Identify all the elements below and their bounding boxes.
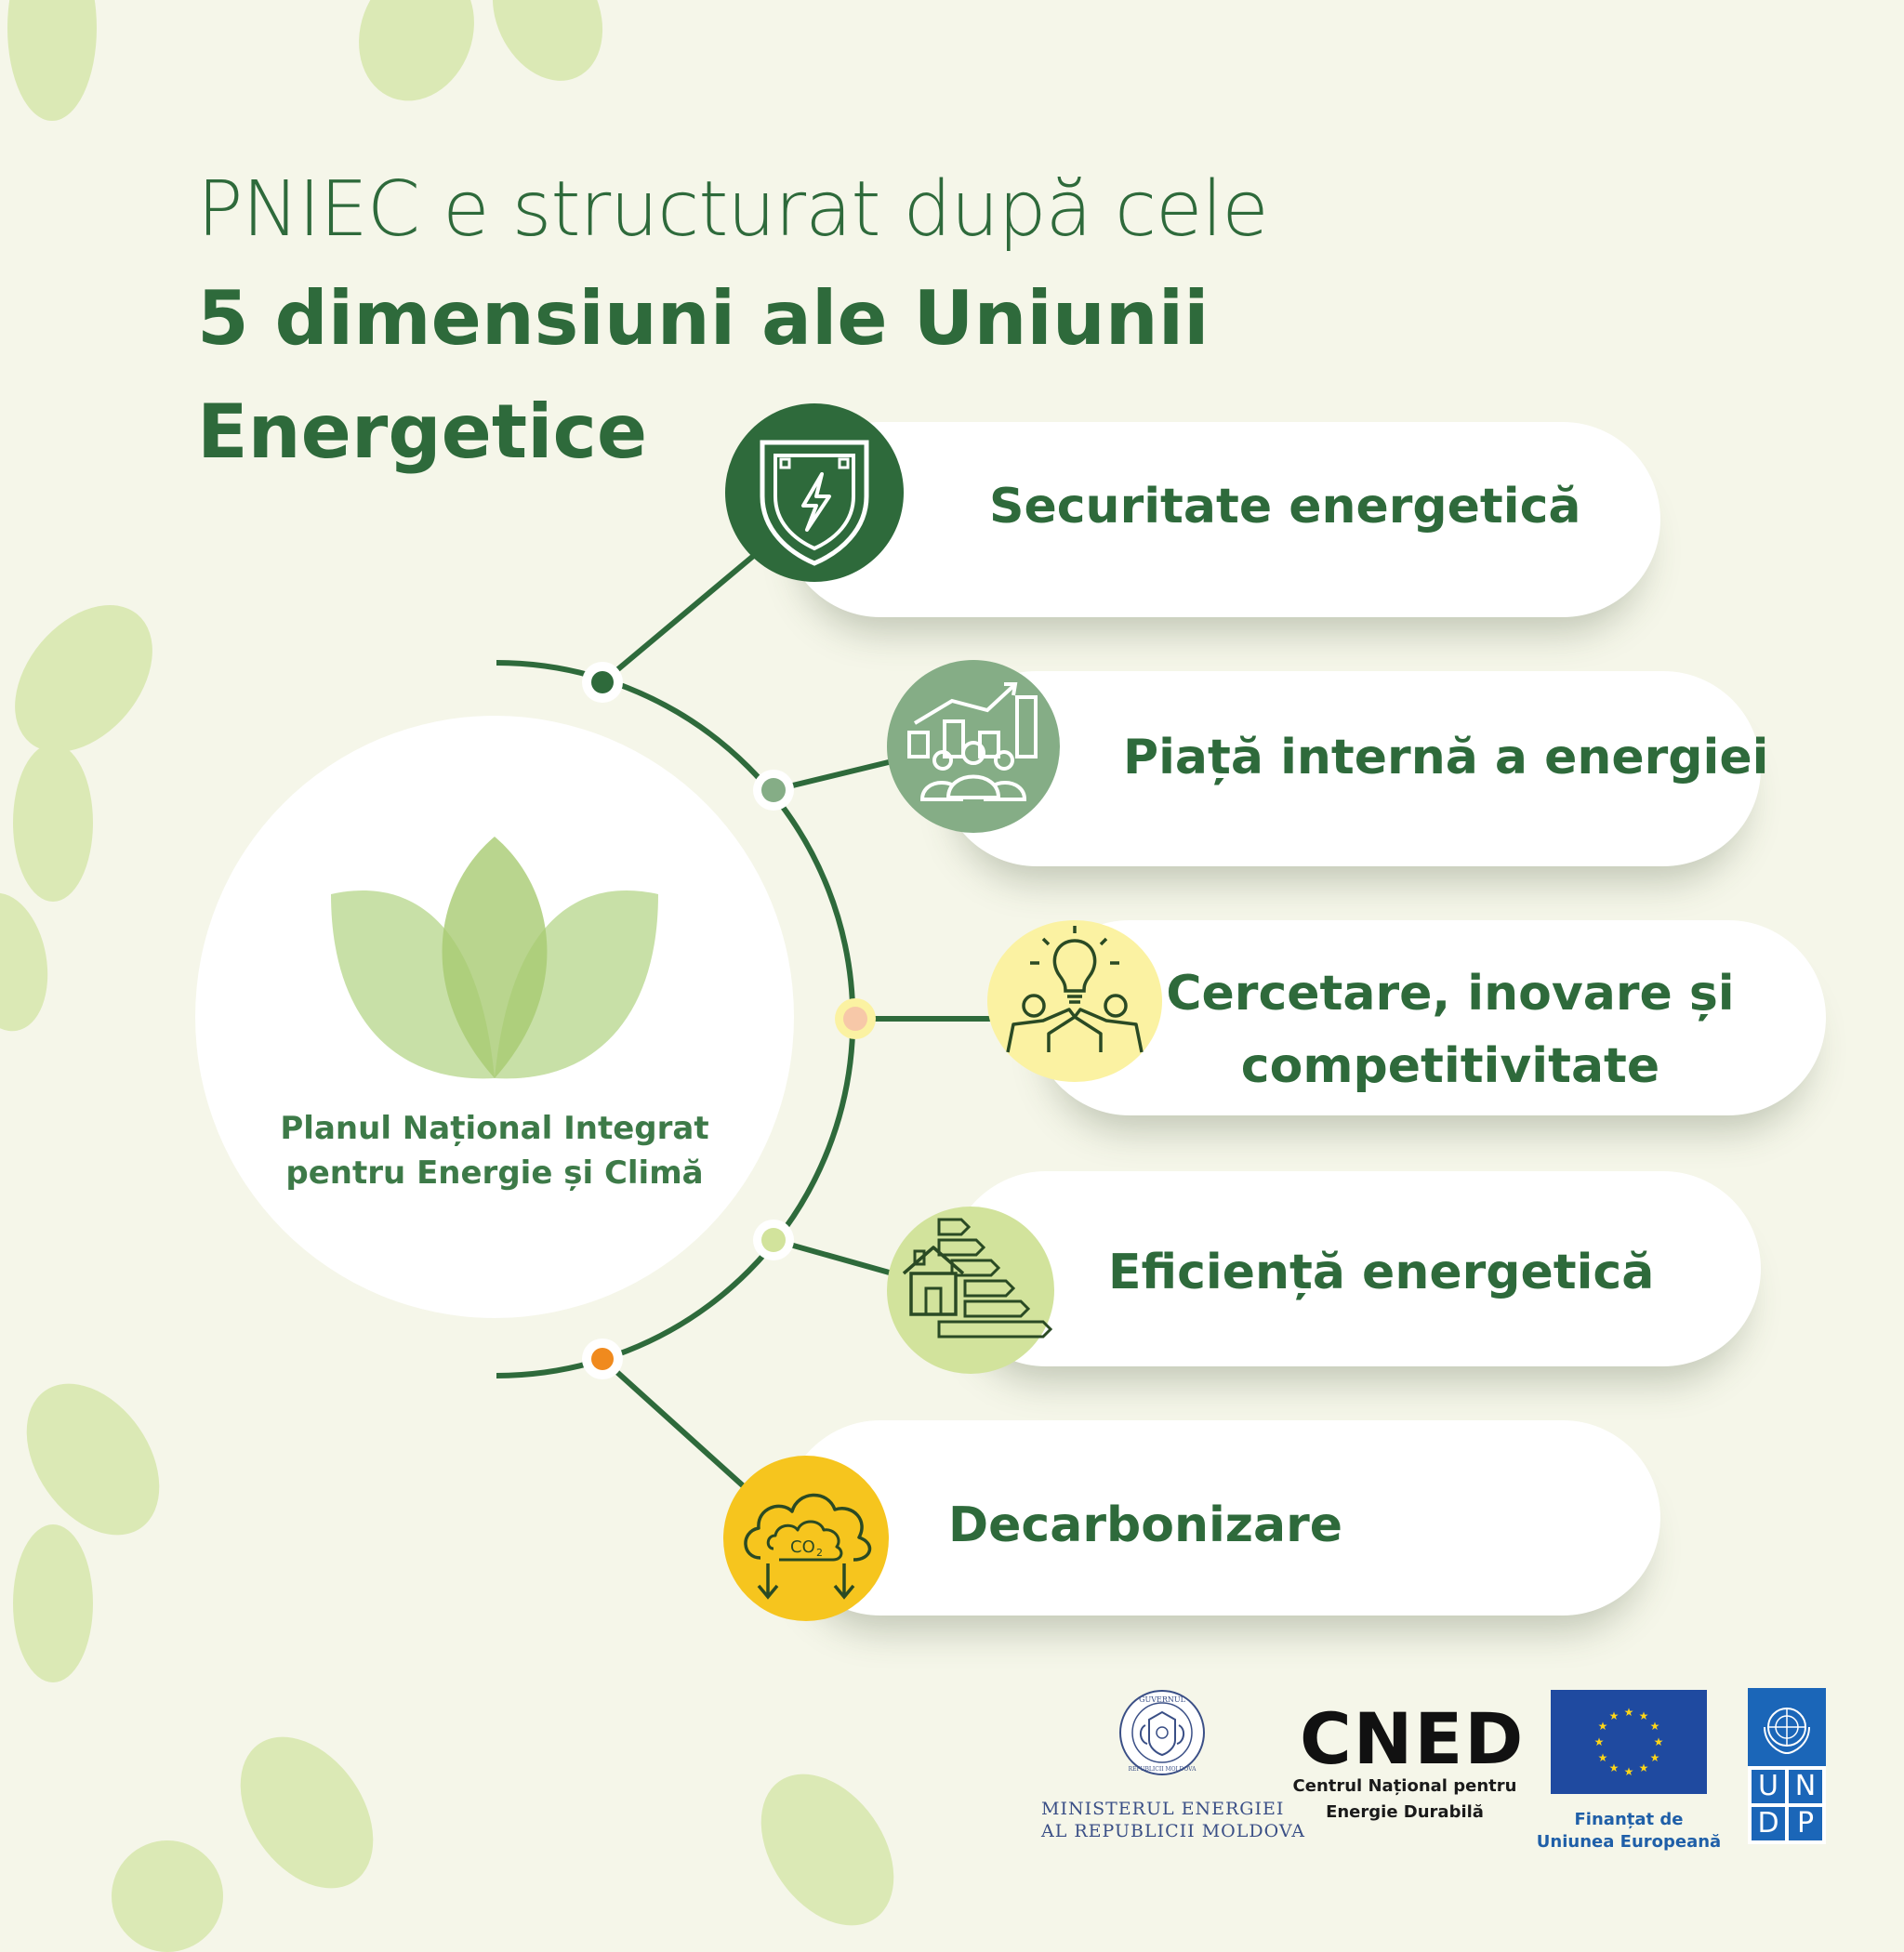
dimension-icon-circle-decarbonizare [723, 1456, 889, 1621]
dimension-label-cercetare-line-2: competitivitate [1240, 1038, 1660, 1094]
dimension-label-cercetare-line-1: Cercetare, inovare și [1166, 966, 1735, 1022]
dimension-label-eficienta: Eficiență energetică [1108, 1245, 1655, 1300]
dimension-icon-circle-securitate [725, 403, 904, 582]
shield-lightning-icon [725, 403, 904, 582]
connector-node-3-dot [843, 1007, 867, 1031]
connector-node-4-dot [761, 1228, 786, 1252]
undp-letter-n: N [1789, 1770, 1822, 1803]
svg-text:★: ★ [1649, 1720, 1660, 1733]
svg-text:★: ★ [1597, 1751, 1608, 1764]
heading-line-3: Energetice [197, 389, 648, 475]
pniec-logo-leaves-icon [331, 833, 658, 1084]
heading-line-2: 5 dimensiuni ale Uniunii [197, 275, 1210, 362]
svg-text:★: ★ [1638, 1761, 1649, 1774]
cned-logo-text [1289, 1774, 1521, 1826]
co2-cloud-icon [723, 1456, 889, 1621]
connector-node-2-dot [761, 778, 786, 802]
eu-flag-icon [1551, 1690, 1707, 1794]
svg-text:CO: CO [790, 1537, 815, 1557]
svg-text:★: ★ [1608, 1761, 1620, 1774]
eu-line-1: Finanțat de [1574, 1810, 1684, 1829]
lightbulb-people-icon [987, 920, 1162, 1082]
dimension-icon-circle-piata [887, 660, 1060, 833]
center-label-line-1: Planul Național Integrat [280, 1110, 709, 1147]
ministry-seal-bottom-text: REPUBLICII MOLDOVA [1128, 1766, 1197, 1773]
ministry-seal-top-text: GUVERNUL [1139, 1695, 1185, 1704]
dimension-label-cercetare [1153, 957, 1748, 1102]
heading-line-1: PNIEC e structurat după cele [197, 165, 1268, 254]
svg-text:★: ★ [1653, 1735, 1664, 1748]
eu-logo-text [1530, 1809, 1727, 1853]
svg-text:★: ★ [1593, 1735, 1605, 1748]
svg-text:★: ★ [1623, 1765, 1634, 1778]
center-label-line-2: pentru Energie și Climă [285, 1154, 704, 1192]
svg-text:★: ★ [1649, 1751, 1660, 1764]
dimension-label-piata: Piață internă a energiei [1123, 730, 1769, 785]
house-energy-rating-icon [887, 1207, 1054, 1374]
svg-text:★: ★ [1623, 1706, 1634, 1719]
ministry-line-1: MINISTERUL ENERGIEI [1041, 1799, 1285, 1819]
svg-text:★: ★ [1638, 1709, 1649, 1722]
center-label [223, 1106, 766, 1195]
dimension-icon-circle-eficienta [887, 1207, 1054, 1374]
ministry-line-2: AL REPUBLICII MOLDOVA [1041, 1821, 1305, 1841]
undp-letter-d: D [1752, 1807, 1785, 1840]
ministry-logo-text [1041, 1798, 1305, 1842]
cned-line-1: Centrul Național pentru [1292, 1776, 1517, 1796]
dimension-icon-circle-cercetare [987, 920, 1162, 1082]
undp-letter-p: P [1789, 1807, 1822, 1840]
svg-text:★: ★ [1597, 1720, 1608, 1733]
un-emblem-icon [1759, 1699, 1815, 1755]
cned-line-2: Energie Durabilă [1326, 1802, 1484, 1822]
dimension-label-securitate: Securitate energetică [989, 479, 1581, 534]
undp-emblem-block [1748, 1688, 1826, 1766]
cned-logo-mark: CNED [1300, 1697, 1526, 1780]
ministry-seal-icon [1117, 1688, 1207, 1777]
dimension-label-decarbonizare: Decarbonizare [948, 1497, 1343, 1553]
eu-line-2: Uniunea Europeană [1536, 1832, 1722, 1852]
undp-logo [1748, 1688, 1826, 1844]
svg-text:2: 2 [816, 1547, 823, 1559]
connector-node-5-dot [591, 1348, 614, 1370]
market-chart-people-icon [887, 660, 1060, 833]
undp-letter-u: U [1752, 1770, 1785, 1803]
connector-node-1-dot [591, 671, 614, 693]
svg-text:★: ★ [1608, 1709, 1620, 1722]
